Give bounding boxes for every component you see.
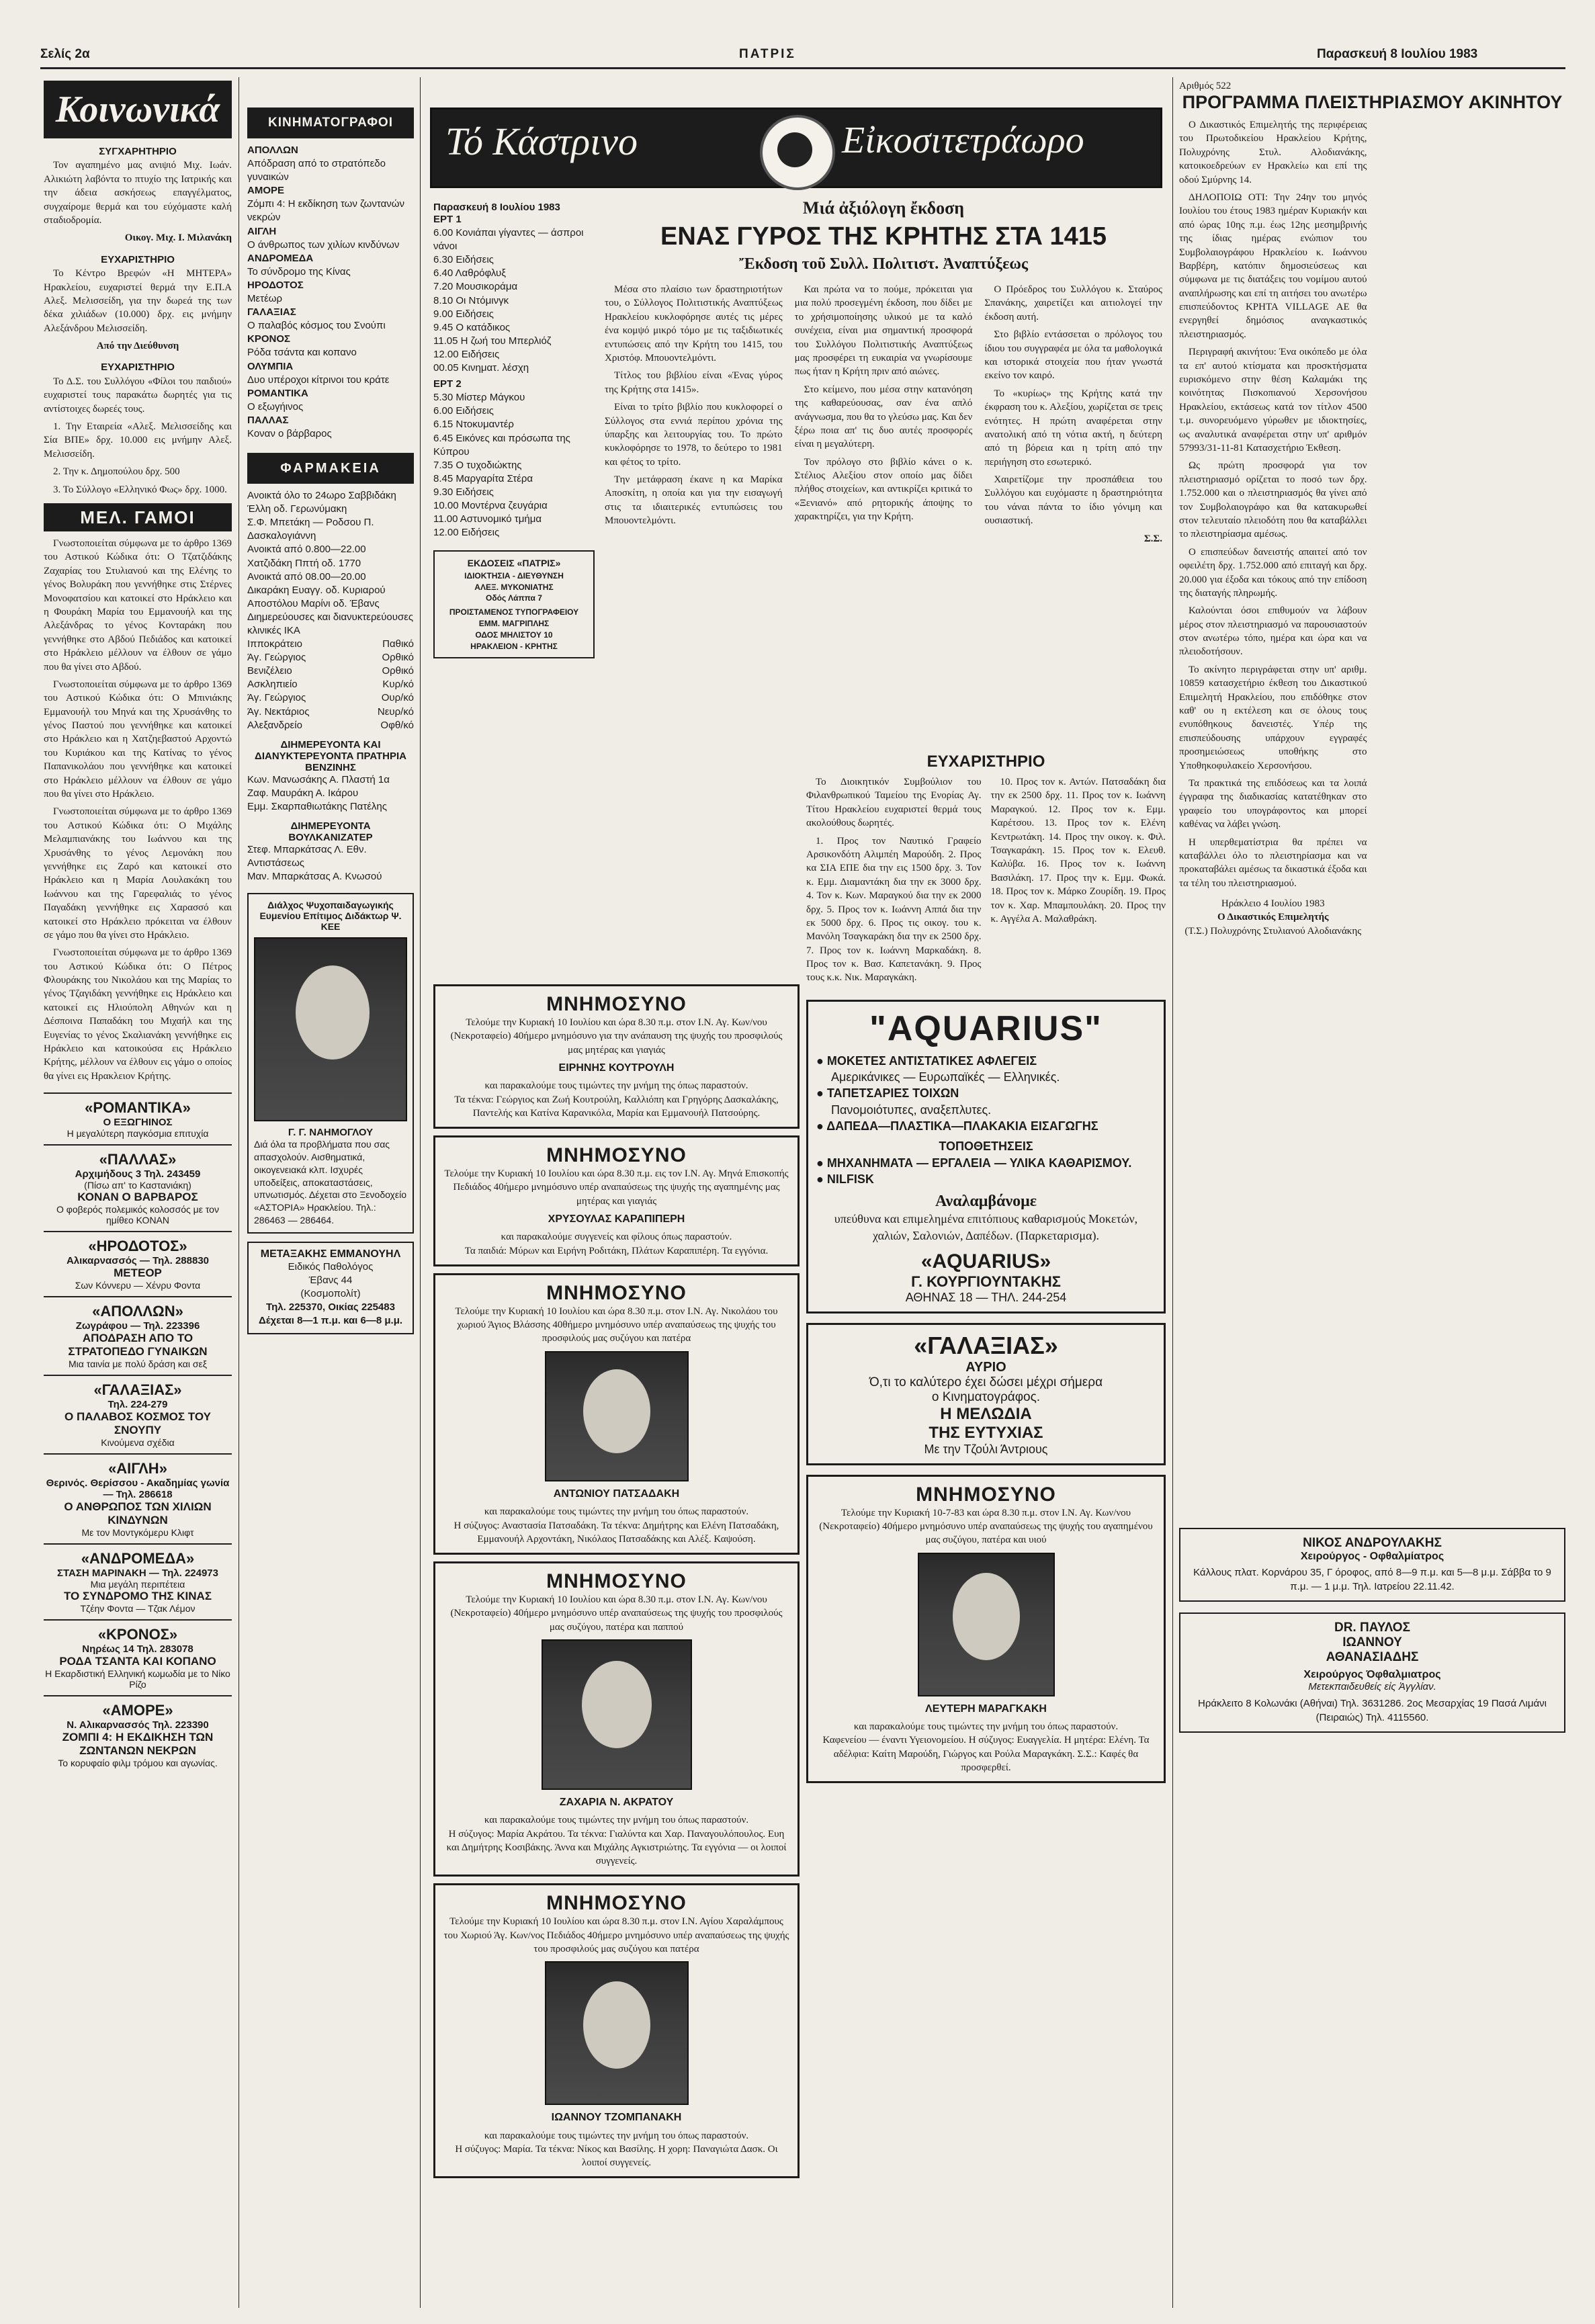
column-rule: [1172, 77, 1173, 2308]
doctor-card: DR. ΠΑΥΛΟΣ ΙΩΑΝΝΟΥ ΑΘΑΝΑΣΙΑΔΗΣ Χειρούργος Όφθαλμιατρος Μετεκπαιδευθείς εἰς Ἀγγλίαν. Ηράκλειτο 8 Κολωνάκι (Αθήναι) Τηλ. 3631286. 2ος Μεσαρχίας 19 Πασά Λιμάνι (Πειραιώς) Τηλ. 4115560.: [1179, 1612, 1565, 1733]
item-text: Το Κέντρο Βρεφών «Η ΜΗΤΕΡΑ» Ηρακλείου, ευχαριστεί θερμά την Ε.Π.Α Αλεξ. Μελισσείδη, για την δωρεά της των δέκα χιλιάδων (10.000) δρχ. εις μνήμην Αλεξάνδρου Μελισσείδη.: [44, 268, 232, 334]
pharmacy-line: Χατζιδάκη Ππτή οδ. 1770: [247, 557, 361, 569]
cinema-name: «ΑΙΓΛΗ»: [108, 1460, 167, 1477]
memorial-thanks: και παρακαλούμε τους τιμώντες την μνήμη του όπως παραστούν.: [484, 2130, 749, 2141]
cinema-note: Μια μεγάλη περιπέτεια: [90, 1579, 185, 1590]
ad-item: Πανομοιότυπες, αναξεπλυτες.: [831, 1103, 992, 1117]
cinema-note: Σων Κόννερυ — Χένρυ Φοντα: [75, 1280, 201, 1291]
galaxias-ad: [806, 1323, 1166, 1465]
wedding-notice: Γνωστοποιείται σύμφωνα με το άρθρο 1369 του Αστικού Κώδικα ότι: Ο Πέτρος Φλουράκης του Νικολάου και της Μαρίας το γένος Τζαγιδάκη γεννήθηκε εις Ηράκλειο και κατοικεί εις Ηλιούπολη Αθηνών και η Δέσποινα Παπαδάκη του Μιχαήλ και της Ευγενίας το γένος Σκαλιανάκη γεννήθηκε εις Ηράκλειο και κατοικούσα εις Ηράκλειο Κρήτης, μέλλουν να έλθουν εις γάμο ο οποίος θα γίνει εις Ηρακλειον Κρήτης.: [44, 947, 232, 1082]
item-sign: Από την Διεύθυνση: [96, 341, 179, 352]
cinema-sub: ΣΤΑΣΗ ΜΑΡΙΝΑΚΗ — Τηλ. 224973: [57, 1567, 218, 1580]
item-sign: Οικογ. Μιχ. Ι. Μιλανάκη: [124, 232, 232, 244]
clinic-row: Άγ. Γεώργιος Ουρ/κό: [247, 692, 414, 704]
memorial-family: Η σύζυγος: Μαρία Ακράτου. Τα τέκνα: Γιαλύντα και Χαρ. Παναγουλόπουλος. Ευη και Δημήτρης Κοσιβάκης. Άννα και Μιχάλης Αγκιστριώτης. Τα εγγόνια — οι λοιποί συγγενείς.: [446, 1828, 787, 1867]
cinema-sub: Νηρέως 14 Τηλ. 283078: [82, 1643, 193, 1655]
ad-item: ● ΜΟΚΕΤΕΣ ΑΝΤΙΣΤΑΤΙΚΕΣ ΑΦΛΕΓΕΙΣ: [816, 1053, 1037, 1068]
memorial-heading: ΜΝΗΜΟΣΥΝΟ: [916, 1483, 1056, 1506]
article-subtitle: Ἔκδοση τοῦ Συλλ. Πολιτιστ. Ἀναπτύξεως: [738, 255, 1029, 273]
cinema-note: Η Εκαρδιστική Ελληνική κωμωδία με το Νίκο Ρίζο: [45, 1668, 230, 1690]
column-rule: [420, 77, 421, 2308]
item-title: ΕΥΧΑΡΙΣΤΗΡΙΟ: [101, 253, 175, 265]
bullet-icon: ●: [816, 1156, 827, 1170]
memorial-family: Τα παιδιά: Μύρων και Ειρήνη Ροδιτάκη, Πλάτων Καραπιπέρη. Τα εγγόνια.: [464, 1245, 769, 1256]
memorial-text: Τελούμε την Κυριακή 10 Ιουλίου και ώρα 8.30 π.μ. στον Ι.Ν. Αγ. Κων/νου (Νεκροταφείο) 40ήμερο μνημόσυνο για την ανάπαυση της ψυχής του προσφιλούς μας μητέρας και γιαγιάς: [450, 1017, 783, 1056]
clinic-row: Άγ. Νεκτάριος Νευρ/κό: [247, 705, 414, 718]
notice-sign: (Τ.Σ.) Πολυχρόνης Στυλιανού Αλοδιανάκης: [1184, 925, 1362, 937]
cinema-name: «ΠΑΛΛΑΣ»: [99, 1151, 177, 1168]
memorial-text: Τελούμε την Κυριακή 10 Ιουλίου και ώρα 8.30 π.μ. στον Ι.Ν. Αγ. Νικολάου του χωριού Άγιος Βλάσσης 40θήμερο μνημόσυνο υπέρ αναπαύσεως της ψυχής του προσφιλούς μας συζύγου και πατέρα: [455, 1305, 778, 1344]
cinema-name: «ΑΠΟΛΛΩΝ»: [92, 1303, 183, 1320]
tv-item: 9.00 Ειδήσεις: [433, 308, 494, 320]
notice-body: Ο Δικαστικός Επιμελητής της περιφέρειας του Πρωτοδικείου Ηρακλείου Κρήτης, Πολυχρόνης Στυλ. Αλοδιανάκης, κατοικοεδρεύων εν Ηρακλείω και επί της οδού Σμύρνης 14. ΔΗΛΟΠΟΙΩ ΟΤΙ: Την 24ην του μηνός Ιουλίου του έτους 1983 ημέραν Κυριακήν και από ώρας 10ης π.μ. έως 12ης μεσημβρινής της ίδιας ημέρας ενώπιον του Συμβολαιογράφου Ηρακλείου κ. Ιωάννου Βαρβέρη, κατόπιν δημοσιεύσεως και σύμφωνα με τις διατάξεις του νομίμου αυτού αναπλήρωσης και επί τη αιτήσει του ανωτέρω επισπεύδοντος ΚΡΗΤΑ VILLAGE ΑΕ θα ενεργηθεί δημόσιος αναγκαστικός πλειστηριασμός. Περιγραφή ακινήτου: Ένα οικόπεδο με όλα τα επ' αυτού κτίσματα και προσκτήσματα ευρισκόμενο στην θέση Καλαμάκι της κοινότητας Πισκοπιανού Χερσονήσου Ηρακλείου, εκτάσεως κατά τον τίτλον 4500 τ.μ. συνορευόμενο γύρωθεν με ιδιοκτησίες, ως αναλυτικά αναφέρεται στην υπ' αριθμόν 57993/31-11-81 Κατασχετήριο Έκθεση. Ως πρώτη προσφορά για τον πλειστηριασμό ορίζεται το ποσό των δρχ. 1.752.000 και ο πλειστηριασμός θα γίνει από τον Συμβολαιογράφο και θα κατακυρωθεί στον τελευταίο πλειοδότη που θα καταβάλλει το πλειστηρίασμα αμέσως. Ο επισπεύδων δανειστής απαιτεί από τον οφειλέτη δρχ. 1.752.000 από επιταγή και δρχ. 20.000 για έξοδα και τόκους από την επίδοση της διαταγής πληρωμής. Καλούνται όσοι επιθυμούν να λάβουν μέρος στον πλειστηριασμό να παρουσιαστούν στον ανωτέρω τόπο, ημέρα και ώρα και να πλειοδοτήσουν. Το ακίνητο περιγράφεται στην υπ' αριθμ. 10859 κατασχετήριο έκθεση του Δικαστικού Επιμελητή Ηρακλείου, που επιδόθηκε στον καθ' ου η εκτέλεση και σε όλους τους ενυπόθηκους δανειστές. Υπέρ της επισπεύδουσης υπάρχουν εγγραφές προσημειώσεως υποθήκης στο Υποθηκοφυλακείο Χερσονήσου. Τα πρακτικά της επιδόσεως και τα λοιπά έγγραφα της διαδικασίας κατατέθηκαν στο γραφείο του υπογράφοντος και μπορεί καθένας να λάβει γνώση. Η υπερθεματίστρια θα πρέπει να καταβάλλει όλο το πλειστηρίασμα και να προκαταβάλει αμέσως τα δικαστικά έξοδα και τα τέλη του πλειστηριασμού. Ηράκλειο 4 Ιουλίου 1983 Ο Δικαστικός Επιμελητής (Τ.Σ.) Πολυχρόνης Στυλιανού Αλοδιανάκης: [1179, 118, 1565, 1516]
memorial-heading: ΜΝΗΜΟΣΥΝΟ: [546, 1892, 687, 1915]
memorial-thanks: και παρακαλούμε τους τιμώντες την μνήμη του όπως παραστούν.: [484, 1815, 749, 1826]
cinema-sub: Ο ΕΞΩΓΗΙΝΟΣ: [103, 1117, 173, 1129]
memorial-text: Τελούμε την Κυριακή 10-7-83 και ώρα 8.30 π.μ. στον Ι.Ν. Αγ. Κων/νου (Νεκροταφείο) 40ήμερο μνημόσυνο υπέρ αναπαύσεως της ψυχής του αγαπημένου μας συζύγου, πατέρα και υιού: [819, 1507, 1153, 1546]
tv-item: 9.45 Ο κατάδικος: [433, 321, 511, 333]
cinema-sub: Ν. Αλικαρνασσός Τηλ. 223390: [67, 1719, 209, 1731]
memorial-text: Τελούμε την Κυριακή 10 Ιουλίου και ώρα 8.30 π.μ. στον Ι.Ν. Αγίου Χαραλάμπους του Χωριού Άγ. Κων/νος Πεδιάδος 40ήμερο μνημόσυνο υπέρ αναπαύσεως της ψυχής του προσφιλούς μας συζύγου και πατέρα: [443, 1916, 789, 1954]
list-item: 2. Την κ. Δημοπούλου δρχ. 500: [53, 466, 180, 478]
wedding-notice: Γνωστοποιείται σύμφωνα με το άρθρο 1369 του Αστικού Κώδικα ότι: Ο Μιχάλης Μελαμπιανάκης του Ιωάννου και της Χρυσάνθης το γένος Λεμονάκη που γεννήθηκε εις Ζαρό και κατοικεί στο Ηράκλειο και η Μαρία Λουλακάκη του Ιωάννου και της Γαρεφαλιάς το γένος Παγαδάκη γεννήθηκε εις Χαρασσό και κατοικεί στο Ηράκλειο πρόκειται να έλθουν σε γάμο που θα γίνει στο Ηράκλειο.: [44, 806, 232, 941]
ad-text: υπεύθυνα και επιμελημένα επιτόπιους καθαρισμούς Μοκετών, χαλιών, Σαλονιών, Δαπέδων. (Παρκεταρισμα).: [834, 1212, 1138, 1242]
cinema-note: Ο φοβερός πολεμικός κολοσσός με τον ημίθεο ΚΟΝΑΝ: [56, 1204, 219, 1226]
cinema-movie: Ο ΑΝΘΡΩΠΟΣ ΤΩΝ ΧΙΛΙΩΝ ΚΙΝΔΥΝΩΝ: [64, 1500, 212, 1527]
tv-item: 7.20 Μουσικοράμα: [433, 281, 518, 293]
cinema-note: Με τον Μοντγκόμερυ Κλιφτ: [81, 1527, 194, 1539]
tv-item: 10.00 Μοντέρνα ζευγάρια: [433, 499, 548, 511]
banner: [430, 107, 1162, 188]
list-item: 3. Το Σύλλογο «Ελληνικό Φως» δρχ. 1000.: [53, 484, 227, 495]
tv-item: 9.30 Ειδήσεις: [433, 486, 494, 498]
notice-number: Αριθμός 522: [1179, 81, 1232, 91]
cinema-name: «ΑΜΟΡΕ»: [102, 1702, 173, 1719]
cinema-name: «ΡΟΜΑΝΤΙΚΑ»: [85, 1099, 191, 1117]
tv-item: 6.45 Εικόνες και πρόσωπα της Κύπρου: [433, 432, 570, 458]
article-sign: Σ.Σ.: [1144, 533, 1162, 544]
clinic-row: Ιπποκράτειο Παθικό: [247, 638, 414, 650]
doctor-card-line: Ειδικός Παθολόγος: [288, 1260, 374, 1273]
memorial-name: ΙΩΑΝΝΟΥ ΤΖΟΜΠΑΝΑΚΗ: [551, 2112, 682, 2124]
tv-item: 12.00 Ειδήσεις: [433, 348, 500, 360]
cinemas-heading: ΚΙΝΗΜΑΤΟΓΡΑΦΟΙ: [247, 107, 414, 138]
cinema-name: «ΗΡΟΔΟΤΟΣ»: [88, 1238, 187, 1255]
tv-item: 00.05 Κινηματ. λέσχη: [433, 362, 529, 374]
vulcanizer-heading: ΔΙΗΜΕΡΕΥΟΝΤΑ ΒΟΥΛΚΑΝΙΖΑΤΕΡ: [288, 820, 373, 844]
cinema-sub: Θερινός. Θερίσσου - Ακαδημίας γωνία — Τηλ. 286618: [46, 1477, 230, 1501]
tv-channel: ΕΡΤ 2: [433, 378, 462, 390]
ad-line: ΤΗΣ ΕΥΤΥΧΙΑΣ: [929, 1423, 1043, 1442]
portrait-photo: [545, 1351, 689, 1481]
article-kicker: Μιά ἀξιόλογη ἔκδοση: [802, 198, 965, 218]
pharmacy-line: Σ.Φ. Μπετάκη — Ροδσου Π. Δασκαλογιάννη: [247, 517, 374, 542]
portrait-photo: [254, 937, 407, 1121]
pharmacy-line: Διημερεύουσες και διανυκτερεύουσες κλινικές ΙΚΑ: [247, 611, 414, 636]
doctor-card: ΝΙΚΟΣ ΑΝΔΡΟΥΛΑΚΗΣ Χειρούργος - Οφθαλμίατρος Κάλλους πλατ. Κορνάρου 35, Γ όροφος, από 8—9 π.μ. και 5—8 μ.μ. Σάββα το 9 π.μ. — 1 μ.μ. Τηλ. Ιατρείου 22.11.42.: [1179, 1528, 1565, 1602]
tv-item: 6.15 Ντοκυμαντέρ: [433, 419, 514, 431]
doctor-card-line: Δέχεται 8—1 π.μ. και 6—8 μ.μ.: [258, 1314, 403, 1326]
vulcanizer-line: Στεφ. Μπαρκάτσας Λ. Εθν. Αντιστάσεως: [247, 844, 367, 869]
doctor-name: Γ. Γ. ΝΑΗΜΟΓΛΟΥ: [288, 1127, 374, 1139]
cinema-name: «ΑΝΔΡΟΜΕΔΑ»: [81, 1550, 195, 1567]
tv-item: 12.00 Ειδήσεις: [433, 527, 500, 539]
fuel-line: Εμμ. Σκαρπαθιωτάκης Πατέλης: [247, 800, 388, 812]
ad-item: ● ΤΑΠΕΤΣΑΡΙΕΣ ΤΟΙΧΩΝ: [816, 1086, 959, 1101]
cinema-note: Μια ταινία με πολύ δράση και σεξ: [68, 1359, 207, 1370]
memorial-family: Καφενείου — έναντι Υγειονομείου. Η σύζυγος: Ευαγγελία. Η μητέρα: Ελένη. Τα αδέλφια: Καίτη Μαρούδη, Γιώργος και Ρούλα Μαραγκάκη. Σ.Σ.: Καφές θα προσφερθεί.: [822, 1735, 1150, 1773]
ad-address: ΑΘΗΝΑΣ 18 — ΤΗΛ. 244-254: [905, 1290, 1067, 1304]
memorial-text: Τελούμε την Κυριακή 10 Ιουλίου και ώρα 8.30 π.μ. εις τον Ι.Ν. Αγ. Μηνά Επισκοπής Πεδιάδος 40ήμερο μνημόσυνο υπέρ αναπαύσεως της ψυχής της αγαπημένης μας μητέρας και γιαγιάς: [444, 1168, 789, 1207]
bullet-icon: ●: [816, 1086, 827, 1101]
ad-subheading: ΤΟΠΟΘΕΤΗΣΕΙΣ: [939, 1139, 1033, 1154]
item-text: Τον αγαπημένο μας ανιψιό Μιχ. Ιωάν. Αλικιώτη λαβόντα το πτυχίο της Ιατρικής και την άδεια ασκήσεως επαγγέλματος, συγχαίρομε θερμά και του εύχόμαστε καλή σταδιοδρομία.: [44, 160, 232, 226]
portrait-photo: [545, 1961, 689, 2105]
clinic-row: Αλεξανδρείο Οφθ/κό: [247, 719, 414, 731]
ad-brand: «ΓΑΛΑΞΙΑΣ»: [914, 1331, 1058, 1359]
tv-item: 6.30 Ειδήσεις: [433, 254, 494, 266]
wedding-notice: Γνωστοποιείται σύμφωνα με το άρθρο 1369 του Αστικού Κώδικα ότι: Ο Τζατζιδάκης Ζαχαρίας του Στυλιανού και της Ελένης το γένος Βολυράκη που γεννήθηκε στις Στέρνες Μονοφατσίου και κατοικεί στο Ηράκλειο και η Φουράκη Μαρία του Εμμανουήλ και της Αλεξάνδρας το γένος Κονταράκη που γεννήθηκε στο Αβδού Πεδιάδος και κατοικεί στο Ηράκλειο μέλλουν να έλθουν σε γάμο που θα γίνει στο Αβδού.: [44, 537, 232, 673]
pharmacy-line: Δικαράκη Ευαγγ. οδ. Κυριαρού Αποστόλου Μαρίνι οδ. Έβανς: [247, 584, 386, 609]
column-services: [247, 107, 414, 2042]
bullet-icon: ●: [816, 1119, 827, 1133]
thanks-right: 10. Προς τον κ. Αντών. Πατσαδάκη δια την εκ 2500 δρχ. 11. Προς τον κ. Ιωάννη Μαραγκού. 12. Προς τον κ. Εμμ. Καρέτσου. 13. Προς τον κ. Ελένη Κεντρωτάκη. 14. Προς την οικογ. κ. Φιλ. Τσαγκαράκη. 15. Προς τον κ. Ελευθ. Καλύβα. 16. Προς τον κ. Ιωάννη Βασιλάκη. 17. Προς την κ. Εμμ. Φωκά. 18. Προς τον κ. Μάρκο Ζουρίδη. 19. Προς τον κ. Χαρ. Μπαμπουλάκη. 20. Προς την κ. Αγγέλα Α. Μαλαθράκη.: [990, 777, 1166, 924]
ad-line: Η ΜΕΛΩΔΙΑ: [940, 1404, 1032, 1423]
article-body: Μέσα στο πλαίσιο των δραστηριοτήτων του, ο Σύλλογος Πολιτιστικής Αναπτύξεως Ηρακλείου κυκλοφόρησε αυτές τις μέρες ένα κομψό μικρό τόμο με τις ταξιδιωτικές εντυπώσεις από την Κρήτη του 1415, του Χριστόφ. Μπουοντελμόντι. Τίτλος του βιβλίου είναι «Ένας γύρος της Κρήτης στα 1415». Είναι το τρίτο βιβλίο που κυκλοφορεί ο Σύλλογος στα εννιά περίπου χρόνια της ύπαρξης και λειτουργίας του. Το πρώτο κυκλοφόρησε το 1978, το δεύτερο το 1981 και φέτος το τρίτο. Την μετάφραση έκανε η κα Μαρίκα Αποσκίτη, η οποία και για την εισαγωγή στις τα ιδιαιτερικές εντυπώσεις του Μπουοντελμόντι. Και πρώτα να το πούμε, πρόκειται για μια πολύ προσεγμένη έκδοση, που δίδει με το χρήσιμοποίησης υλικού με τα καλό συνέχεια, είναι μια σημαντική προσφορά του Συλλόγου Πολιτιστικής Αναπτύξεως μας προσφέρει τη ευκαιρία να γνωρίσουμε πως ήταν η Κρήτη πριν από αιώνες. Στο κείμενο, που μέσα στην κατανόηση της καθαρεύουσας, σαν ένα απλό ανάγνωσμα, που θα το γλεύσω μας. Και δεν ξέρω ποια απ' τις δυο αυτές προσφορές είναι η μεγαλύτερη. Τον πρόλογο στο βιβλίο κάνει ο κ. Στέλιος Αλεξίου στον οποίο μας δίδει πλήθος στοιχείων, και αντικρίζει κριτικά το «Ξενιανό» από ρητορικής άποψης το χαρακτηρίζει, για την Κρήτη. Ο Πρόεδρος του Συλλόγου κ. Σταύρος Σπανάκης, χαιρετίζει και αιτιολογεί την έκδοση αυτή. Στο βιβλίο εντάσσεται ο πρόλογος του ίδιου του συγγραφέα με όλα τα μαθολογικά και ιστορικά στοιχεία που ήταν γνωστά εκείνο τον καιρό. Το «κυρίως» της Κρήτης κατά την έκφραση του κ. Αλεξίου, χωρίζεται σε τρεις ενότητες. Η πρώτη αναφέρεται στην ανατολική από τη νότια ακτή, η δεύτερη από τη βόρεια και η τρίτη από την περιήγηση στο εσωτερικό. Χαιρετίζομε την προσπάθεια του Συλλόγου και ευχόμαστε η δραστηριότητα του νάναι πάντα το ίδιο γόνιμη και ουσιαστική. Σ.Σ.: [605, 283, 1162, 546]
tv-item: 6.40 Λαθρόφλυξ: [433, 267, 506, 279]
ad-take: Αναλαμβάνομε: [935, 1193, 1037, 1211]
issue-date: Παρασκευή 8 Ιουλίου 1983: [1317, 47, 1478, 61]
tv-channel: ΕΡΤ 1: [433, 214, 462, 225]
memorials: [433, 984, 800, 2311]
memorial-thanks: και παρακαλούμε τους τιμώντες την μνήμη του όπως παραστούν.: [853, 1721, 1119, 1733]
banner-left: Τό Κάστρινο: [445, 120, 638, 163]
item-text: Το Δ.Σ. του Συλλόγου «Φίλοι του παιδιού» ευχαριστεί τους παρακάτω δωρητές για τις αντίστοιχες δωρεές τους.: [44, 376, 232, 415]
cinema-note: Κινούμενα σχέδια: [101, 1437, 175, 1449]
ad-line: ο Κινηματογράφος.: [931, 1389, 1041, 1404]
notice-sign-title: Ο Δικαστικός Επιμελητής: [1217, 912, 1329, 923]
emblem-icon: [760, 115, 835, 190]
banner-right: Εἰκοσιτετράωρο: [842, 120, 1084, 161]
thanks-and-ads: [806, 752, 1166, 2311]
cinema-sub: Ζωγράφου — Τηλ. 223396: [75, 1320, 200, 1332]
thanks-heading: ΕΥΧΑΡΙΣΤΗΡΙΟ: [926, 752, 1045, 771]
pharmacy-line: Ανοικτά από 08.00—20.00: [247, 570, 366, 583]
portrait-photo: [542, 1639, 692, 1790]
vulcanizer-line: Μαν. Μπαρκάτσας Α. Κνωσού: [247, 871, 382, 883]
tv-item: 11.00 Αστυνομικό τμήμα: [433, 513, 542, 525]
memorial-thanks: και παρακαλούμε τους τιμώντες την μνήμη της όπως παραστούν.: [484, 1080, 748, 1092]
memorial-thanks: και παρακαλούμε συγγενείς και φίλους όπως παραστούν.: [501, 1232, 732, 1243]
weddings-heading: ΜΕΛ. ΓΑΜΟΙ: [44, 503, 232, 531]
doctor-card-line: (Κοσμοπολίτ): [300, 1287, 361, 1299]
thanks-left: Το Διοικητικόν Συμβούλιον του Φιλανθρωπικού Ταμείου της Ενορίας Αγ. Τίτου Ηρακλείου ευχαριστεί θερμά τους ακολούθους δωρητές. 1. Προς τον Ναυτικό Γραφείο Αρσικονδότη Αλιμπέη Μαρούδη. 2. Προς κα ΣΙΑ ΕΠΕ δια την εις 1500 δρχ. 3. Τον κ. Εμμ. Διαμαντάκη δια την εκ 3000 δρχ. 4. Τον κ. Κων. Μαραγκού δια την εκ 2000 δρχ. 5. Προς τον κ. Ιωάννη Αππά δια την εκ 5000 δρχ. 6. Προς τις οικογ. του κ. Μανόλη Τσαγκαράκη δια την εκ 2500 δρχ. 7. Προς τον κ. Ιωάννη Μαρκαδάκη. 8. Προς τον κ. Βασ. Καπετανάκη. 9. Προς τους κ.κ. Νικ. Μαραγκάκη.: [806, 777, 982, 984]
tv-item: 11.05 Η ζωή του Μπερλιόζ: [433, 335, 552, 347]
ad-item: Αμερικάνικες — Ευρωπαϊκές — Ελληνικές.: [831, 1070, 1060, 1084]
ad-brand: "AQUARIUS": [869, 1008, 1103, 1048]
printing-box: ΕΚΔΟΣΕΙΣ «ΠΑΤΡΙΣ» ΙΔΙΟΚΤΗΣΙΑ - ΔΙΕΥΘΥΝΣΗ ΑΛΕΞ. ΜΥΚΟΝΙΑΤΗΣ Οδός Λάππα 7 ΠΡΟΙΣΤΑΜΕΝΟΣ ΤΥΠΟΓΡΑΦΕΙΟΥ ΕΜΜ. ΜΑΓΡΙΠΛΗΣ ΟΔΟΣ ΜΗΛΙΣΤΟΥ 10 ΗΡΑΚΛΕΙΟΝ - ΚΡΗΤΗΣ: [433, 550, 595, 658]
ad-line: Με την Τζούλι Άντριους: [924, 1442, 1048, 1456]
pharmacy-text: Ανοικτά όλο το 24ωρο Σαββιδάκη Έλλη οδ. Γερωνύμακη: [247, 490, 396, 515]
tv-item: 6.00 Ειδήσεις: [433, 405, 494, 417]
fuel-line: Κων. Μανωσάκης Α. Πλαστή 1α: [247, 773, 390, 785]
cinema-movie: ΖΟΜΠΙ 4: Η ΕΚΔΙΚΗΣΗ ΤΩΝ ΖΩΝΤΑΝΩΝ ΝΕΚΡΩΝ: [62, 1731, 214, 1758]
article: [605, 198, 1162, 742]
list-item: 1. Την Εταιρεία «Αλεξ. Μελισσείδης και Σία ΒΠΕ» δρχ. 10.000 εις μνήμην Αλεξ. Μελισσείδη.: [44, 421, 232, 460]
doctor-card-line: Έβανς 44: [308, 1274, 353, 1286]
memorial-name: ΛΕΥΤΕΡΗ ΜΑΡΑΓΚΑΚΗ: [925, 1703, 1047, 1715]
ad-owner: Γ. ΚΟΥΡΓΙΟΥΝΤΑΚΗΣ: [911, 1273, 1061, 1290]
cinema-note: Τζέην Φοντα — Τζακ Λέμον: [80, 1603, 196, 1615]
clinic-row: Βενιζέλειο Ορθικό: [247, 665, 414, 677]
psychologist-title: Διάλχος Ψυχοπαιδαγωγικής Ευμενίου Επίτιμος Διδάκτωρ Ψ. ΚΕΕ: [259, 900, 402, 933]
ad-item: ● ΔΑΠΕΔΑ—ΠΛΑΣΤΙΚΑ—ΠΛΑΚΑΚΙΑ ΕΙΣΑΓΩΓΗΣ: [816, 1119, 1098, 1133]
column-auction: [1179, 81, 1565, 2311]
fuel-line: Ζαφ. Μαυράκη Α. Ικάρου: [247, 787, 359, 799]
tv-item: 6.00 Κονιάπαι γίγαντες — άσπροι νάνοι: [433, 227, 584, 253]
notice-title: ΠΡΟΓΡΑΜΜΑ ΠΛΕΙΣΤΗΡΙΑΣΜΟΥ ΑΚΙΝΗΤΟΥ: [1182, 92, 1563, 112]
memorial-heading: ΜΝΗΜΟΣΥΝΟ: [546, 993, 687, 1015]
header-rule: [40, 67, 1565, 69]
pharmacy-line: Ανοικτά από 0.800—22.00: [247, 544, 366, 556]
memorial-thanks: και παρακαλούμε τους τιμώντες την μνήμη του όπως παραστούν.: [484, 1506, 749, 1518]
memorial-name: ΖΑΧΑΡΙΑ Ν. ΑΚΡΑΤΟΥ: [559, 1796, 674, 1808]
cinema-sub: Τηλ. 224-279: [107, 1399, 168, 1411]
cinema-movie: ΤΟ ΣΥΝΔΡΟΜΟ ΤΗΣ ΚΙΝΑΣ: [63, 1590, 212, 1603]
page-number: Σελίς 2α: [40, 47, 90, 61]
portrait-photo: [918, 1553, 1055, 1696]
tv-item: 7.35 Ο τυχοδιώκτης: [433, 459, 522, 471]
paper-name: ΠΑΤΡΙΣ: [739, 47, 796, 61]
doctor-card-line: ΜΕΤΑΞΑΚΗΣ ΕΜΜΑΝΟΥΗΛ: [260, 1248, 401, 1260]
cinema-sub: Αλικαρνασσός — Τηλ. 288830: [66, 1255, 210, 1267]
cinema-movie: ΡΟΔΑ ΤΣΑΝΤΑ ΚΑΙ ΚΟΠΑΝΟ: [59, 1655, 216, 1668]
column-social: [44, 81, 232, 2311]
memorial-name: ΕΙΡΗΝΗΣ ΚΟΥΤΡΟΥΛΗ: [558, 1062, 675, 1074]
memorial-name: ΑΝΤΩΝΙΟΥ ΠΑΤΣΑΔΑΚΗ: [553, 1488, 680, 1500]
clinic-row: Άγ. Γεώργιος Ορθικό: [247, 652, 414, 664]
bullet-icon: ●: [816, 1172, 827, 1186]
doctor-text: Διά όλα τα προβλήματα που σας απασχολούν. Αισθηματικά, οικογενειακά κλπ. Ισχυρές υποδείξεις, αποκαταστάσεις, υπνωτισμός. Δέχεται στο Ξενοδοχείο «ΑΣΤΟΡΙΑ» Ηρακλείου. Τηλ.: 286463 — 286464.: [254, 1139, 407, 1225]
cinema-movie: ΑΠΟΔΡΑΣΗ ΑΠΟ ΤΟ ΣΤΡΑΤΟΠΕΔΟ ΓΥΝΑΙΚΩΝ: [68, 1332, 208, 1359]
ad-item: ● ΜΗΧΑΝΗΜΑΤΑ — ΕΡΓΑΛΕΙΑ — ΥΛΙΚΑ ΚΑΘΑΡΙΣΜΟΥ.: [816, 1156, 1132, 1170]
memorial-family: Η σύζυγος: Αναστασία Πατσαδάκη. Τα τέκνα: Δημήτρης και Ελένη Πατσαδάκη, Εμμανουήλ Αρχοντάκη, Νικόλαος Πατσαδάκης και Αλέξ. Καψούση.: [454, 1520, 779, 1545]
cinema-sub: Αρχιμήδους 3 Τηλ. 243459: [75, 1168, 201, 1180]
article-title: ΕΝΑΣ ΓΥΡΟΣ ΤΗΣ ΚΡΗΤΗΣ ΣΤΑ 1415: [660, 222, 1107, 251]
cinema-name: «ΚΡΟΝΟΣ»: [97, 1626, 178, 1643]
memorial-heading: ΜΝΗΜΟΣΥΝΟ: [546, 1144, 687, 1167]
ad-brand-2: «AQUARIUS»: [920, 1250, 1051, 1273]
aquarius-ad: [806, 1000, 1166, 1314]
memorial-text: Τελούμε την Κυριακή 10 Ιουλίου και ώρα 8.30 π.μ. στον Ι.Ν. Αγ. Κων/νου (Νεκροταφείο) 40ήμερο μνημόσυνο υπέρ αναπαύσεως της ψυχής του προσφιλούς μας συζύγου, πατέρα και παππού: [450, 1594, 783, 1633]
clinic-row: Ασκληπιείο Κυρ/κό: [247, 679, 414, 691]
memorial-name: ΧΡΥΣΟΥΛΑΣ ΚΑΡΑΠΙΠΕΡΗ: [548, 1213, 685, 1225]
social-masthead: Κοινωνικά: [44, 81, 232, 138]
cinema-sub: (Πίσω απ' το Καστανιάκη): [84, 1180, 191, 1191]
cinema-movie: ΜΕΤΕΟΡ: [114, 1266, 162, 1280]
cinema-listing: ΑΠΟΛΛΩΝ Απόδραση από το στρατόπεδο γυναικών ΑΜΟΡΕ Ζόμπι 4: Η εκδίκηση των ζωντανών νεκρών ΑΙΓΛΗ Ο άνθρωπος των χιλίων κινδύνων ΑΝΔΡΟΜΕΔΑ Το σύνδρομο της Κίνας ΗΡΟΔΟΤΟΣ Μετέωρ ΓΑΛΑΞΙΑΣ Ο παλαβός κόσμος του Σνούπι ΚΡΟΝΟΣ Ρόδα τσάντα και κοπανο ΟΛΥΜΠΙΑ Δυο υπέροχοι κίτρινοι του κράτε ΡΟΜΑΝΤΙΚΑ Ο εξωγήινος ΠΑΛΛΑΣ Κοναν ο βάρβαρος: [247, 144, 404, 439]
ad-item: ● NILFISK: [816, 1172, 874, 1186]
bullet-icon: ●: [816, 1053, 827, 1068]
item-title: ΕΥΧΑΡΙΣΤΗΡΙΟ: [101, 361, 175, 374]
tv-item: 8.10 Οι Ντόμινγκ: [433, 294, 509, 306]
tv-item: 5.30 Μίστερ Μάγκου: [433, 392, 525, 404]
memorial-heading: ΜΝΗΜΟΣΥΝΟ: [546, 1281, 687, 1304]
ad-line: ΑΥΡΙΟ: [965, 1359, 1006, 1375]
cinema-note: Η μεγαλύτερη παγκόσμια επιτυχία: [67, 1128, 209, 1139]
cinema-note: Το κορυφαίο φιλμ τρόμου και αγωνίας.: [58, 1758, 218, 1769]
tv-program: [433, 202, 595, 974]
cinema-movie: Ο ΠΑΛΑΒΟΣ ΚΟΣΜΟΣ ΤΟΥ ΣΝΟΥΠΥ: [64, 1410, 211, 1437]
cinema-movie: ΚΟΝΑΝ Ο ΒΑΡΒΑΡΟΣ: [77, 1191, 198, 1204]
doctor-card-line: Τηλ. 225370, Οικίας 225483: [266, 1301, 395, 1313]
cinema-name: «ΓΑΛΑΞΙΑΣ»: [93, 1381, 182, 1399]
fuel-heading: ΔΙΗΜΕΡΕΥΟΝΤΑ ΚΑΙ ΔΙΑΝΥΚΤΕΡΕΥΟΝΤΑ ΠΡΑΤΗΡΙΑ ΒΕΝΖΙΝΗΣ: [255, 738, 406, 773]
tv-item: 8.45 Μαργαρίτα Στέρα: [433, 472, 533, 484]
pharmacies-heading: ΦΑΡΜΑΚΕΙΑ: [247, 453, 414, 484]
item-title: ΣΥΓΧΑΡΗΤΗΡΙΟ: [99, 146, 177, 157]
memorial-family: Τα τέκνα: Γεώργιος και Ζωή Κουτρούλη, Καλλιόπη και Γρηγόρης Δασκαλάκης, Παντελής και Κατίνα Καρανικόλα, Μαρία και Εμμανουήλ Πατσούρης.: [454, 1094, 779, 1119]
memorial-family: Η σύζυγος: Μαρία. Τα τέκνα: Νίκος και Βασίλης. Η χορη: Παναγιώτα Δασκ. Οι λοιποί συγγενείς.: [455, 2143, 778, 2169]
tv-date: Παρασκευή 8 Ιουλίου 1983: [433, 202, 560, 213]
notice-date: Ηράκλειο 4 Ιουλίου 1983: [1221, 898, 1325, 910]
wedding-notice: Γνωστοποιείται σύμφωνα με το άρθρο 1369 του Αστικού Κώδικα ότι: Ο Μπινιάκης Εμμανουήλ του Μηνά και της Χρυσάνθης το γένος Παστού που γεννήθηκε και κατοικεί στο Ηράκλειο και η Χατζηεβαστού Αρχοντώ του Κυριάκου και της Κατίνας το γένος Παπανικολάου που γεννήθηκε και κατοικεί στο Ηράκλειο μέλλουν να έλθουν σε γάμο που θα γίνει στο Ηράκλειο.: [44, 679, 232, 800]
memorial-heading: ΜΝΗΜΟΣΥΝΟ: [546, 1570, 687, 1593]
ad-line: Ό,τι το καλύτερο έχει δώσει μέχρι σήμερα: [869, 1375, 1103, 1389]
